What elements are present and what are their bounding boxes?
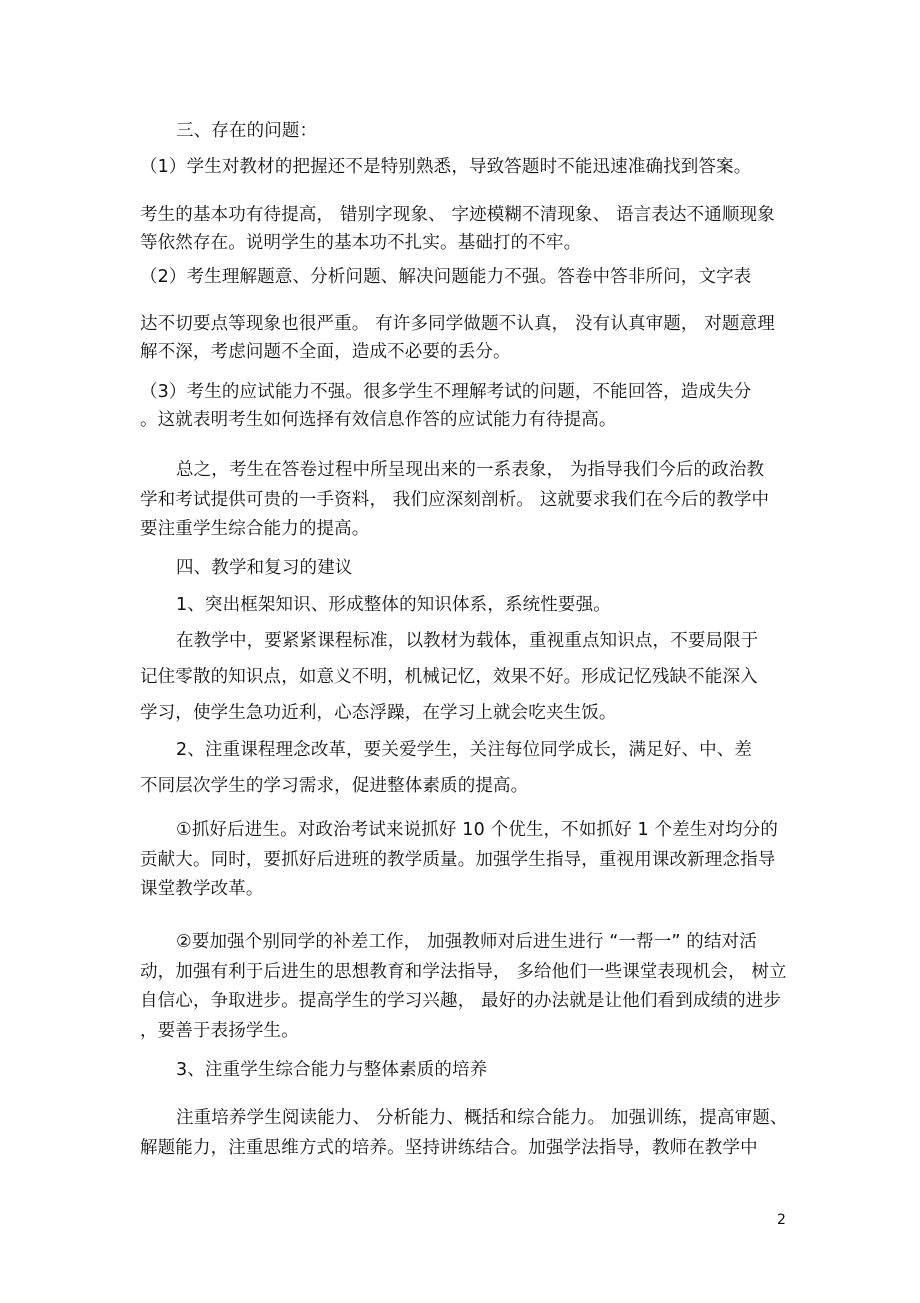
text-line: 不同层次学生的学习需求，促进整体素质的提高。 (140, 776, 529, 796)
text-line: 达不切要点等现象也很严重。 有许多同学做题不认真， 没有认真审题， 对题意理 (140, 314, 775, 334)
text-line: 课堂教学改革。 (140, 879, 264, 899)
text-line: 学和考试提供可贵的一手资料， 我们应深刻剖析。 这就要求我们在今后的教学中 (140, 490, 770, 510)
text-line: 解不深，考虑问题不全面，造成不必要的丢分。 (140, 342, 511, 362)
text-line: ，要善于表扬学生。 (140, 1021, 299, 1041)
subheading-1: 1、突出框架知识、形成整体的知识体系，系统性要强。 (176, 595, 611, 615)
text-line: 动，加强有利于后进生的思想教育和学法指导， 多给他们一些课堂表现机会， 树立 (140, 962, 787, 982)
text-line: 。这就表明考生如何选择有效信息作答的应试能力有待提高。 (140, 410, 617, 430)
section-heading-problems: 三、存在的问题： (176, 121, 318, 141)
text-line: 等依然存在。说明学生的基本功不扎实。基础打的不牢。 (140, 233, 582, 253)
text-line: （1）学生对教材的把握还不是特别熟悉，导致答题时不能迅速准确找到答案。 (140, 157, 752, 177)
text-line: 贡献大。同时，要抓好后进班的教学质量。加强学生指导，重视用课改新理念指导 (140, 850, 776, 870)
text-line: 自信心，争取进步。提高学生的学习兴趣， 最好的办法就是让他们看到成绩的进步 (140, 991, 782, 1011)
text-line: 解题能力，注重思维方式的培养。坚持讲练结合。加强学法指导，教师在教学中 (140, 1138, 758, 1158)
text-line: 考生的基本功有待提高， 错别字现象、 字迹模糊不清现象、 语言表达不通顺现象 (140, 205, 775, 225)
subheading-2: 2、注重课程理念改革，要关爱学生，关注每位同学成长，满足好、中、差 (176, 740, 753, 760)
text-line: （3）考生的应试能力不强。很多学生不理解考试的问题，不能回答，造成失分 (140, 382, 752, 402)
text-line: （2）考生理解题意、分析问题、解决问题能力不强。答卷中答非所问，文字表 (140, 267, 752, 287)
text-line: ②要加强个别同学的补差工作， 加强教师对后进生进行 “一帮一” 的结对活 (176, 932, 757, 952)
text-line: ①抓好后进生。对政治考试来说抓好 10 个优生，不如抓好 1 个差生对均分的 (176, 820, 779, 840)
text-line: 总之，考生在答卷过程中所呈现出来的一系表象， 为指导我们今后的政治教 (176, 460, 765, 480)
subheading-3: 3、注重学生综合能力与整体素质的培养 (176, 1060, 488, 1080)
text-line: 记住零散的知识点，如意义不明，机械记忆，效果不好。形成记忆残缺不能深入 (140, 667, 758, 687)
section-heading-suggestions: 四、教学和复习的建议 (176, 558, 353, 578)
text-line: 注重培养学生阅读能力、 分析能力、概括和综合能力。 加强训练，提高审题、 (176, 1108, 788, 1128)
page-number: 2 (777, 1212, 786, 1228)
text-line: 学习，使学生急功近利，心态浮躁，在学习上就会吃夹生饭。 (140, 703, 617, 723)
text-line: 在教学中，要紧紧课程标准，以教材为载体，重视重点知识点，不要局限于 (176, 631, 759, 651)
text-line: 要注重学生综合能力的提高。 (140, 519, 370, 539)
